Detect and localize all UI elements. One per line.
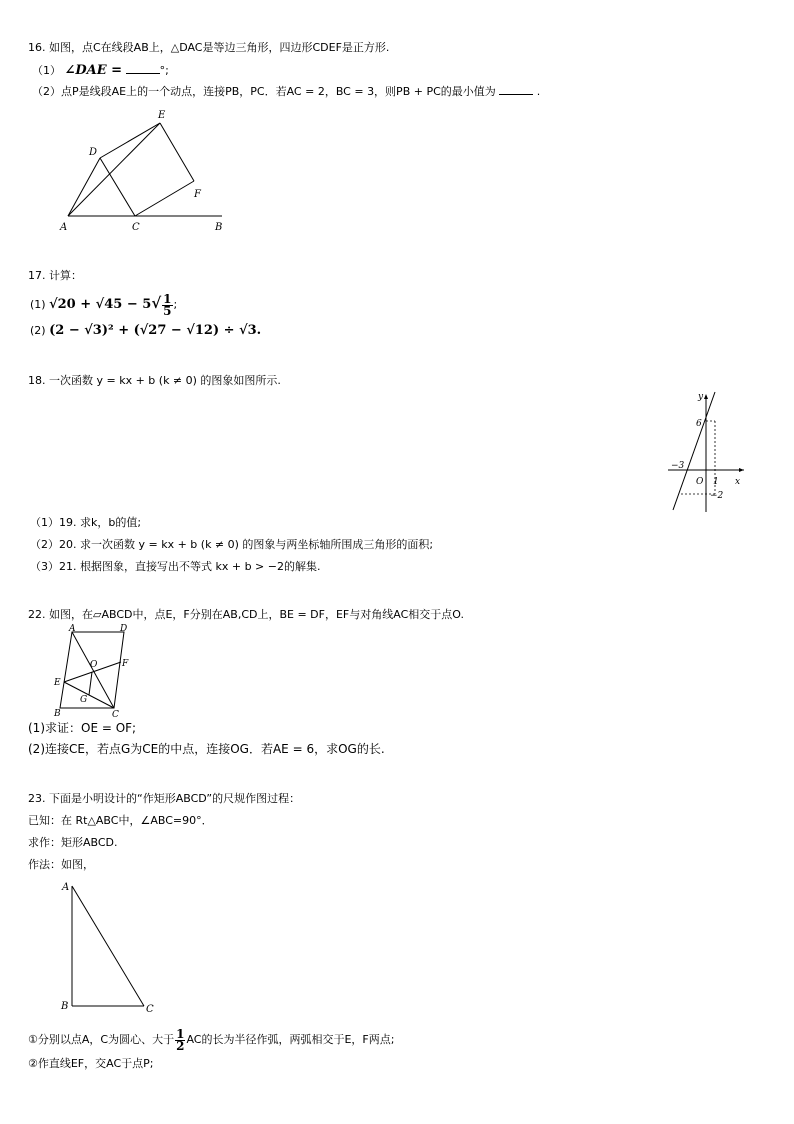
segment-fc: [135, 181, 194, 216]
label-b: B: [61, 1001, 69, 1012]
q17-part1: [30, 290, 177, 318]
q16-part2-blank[interactable]: [499, 83, 533, 95]
label-c: C: [112, 710, 119, 720]
segment-dc: [100, 158, 135, 216]
segment-ae: [68, 123, 160, 216]
q17-part2: [30, 323, 261, 339]
y-axis-arrow: [704, 394, 708, 399]
q17-p2-expr: (2 − √3)² + (√27 − √12) ÷ √3.: [49, 323, 262, 338]
label-c: C: [132, 222, 140, 233]
function-line: [673, 392, 715, 510]
q22-p1: (1)求证：OE = OF;: [28, 721, 137, 735]
q16-part2-end: .: [536, 85, 541, 98]
q16-part1-prefix: （1）: [32, 64, 61, 77]
label-e: E: [54, 678, 61, 688]
q16-answer-blank[interactable]: [126, 62, 160, 74]
label-c: C: [146, 1004, 154, 1015]
fraction-numerator: 1: [163, 291, 172, 306]
q23-ask: 求作：矩形ABCD.: [28, 836, 118, 849]
label-d: D: [89, 147, 98, 158]
q16-part1-expr: ∠DAE =: [64, 63, 123, 78]
q23-figure: [58, 878, 158, 1018]
tick-neg3: −3: [671, 461, 685, 471]
q23-step1-b: AC的长为半径作弧，两弧相交于E，F两点;: [186, 1033, 395, 1046]
q17-p1-fraction: [162, 291, 172, 318]
q18-stem: 18. 一次函数 y = kx + b (k ≠ 0) 的图象如图所示.: [28, 374, 281, 387]
fraction-denominator: 5: [163, 303, 172, 318]
x-axis-arrow: [739, 468, 744, 472]
label-a: A: [62, 882, 70, 893]
q18-sub2: （2）20. 求一次函数 y = kx + b (k ≠ 0) 的图象与两坐标轴所围成三角形的面积;: [30, 538, 434, 551]
sqrt-icon: √: [151, 294, 162, 312]
q16-part2-text: （2）点P是线段AE上的一个动点，连接PB，PC．若AC = 2，BC = 3，则PB + PC的最小值为: [32, 85, 496, 98]
segment-og: [89, 672, 92, 695]
label-g: G: [80, 695, 88, 705]
q18-sub1: （1）19. 求k，b的值;: [30, 516, 142, 529]
q17-p2-prefix: (2): [30, 324, 46, 337]
q16-part1-suffix: °;: [159, 64, 169, 77]
q17-stem: 17. 计算：: [28, 269, 82, 282]
fraction-denominator: 2: [176, 1038, 185, 1053]
q17-p1-prefix: (1): [30, 298, 46, 311]
q22-stem: 22. 如图，在▱ABCD中，点E，F分别在AB,CD上，BE = DF，EF与对角线AC相交于点O.: [28, 608, 464, 621]
q23-step2: ②作直线EF，交AC于点P;: [28, 1057, 154, 1070]
label-o: O: [90, 660, 98, 670]
label-e: E: [158, 110, 166, 121]
q16-part1: [32, 62, 169, 79]
tick-1: 1: [713, 477, 719, 487]
label-a: A: [60, 222, 68, 233]
q18-sub3: （3）21. 根据图象，直接写出不等式 kx + b > −2的解集.: [30, 560, 321, 573]
segment-ef: [160, 123, 194, 181]
segment-ad: [68, 158, 100, 216]
label-f: F: [122, 659, 129, 669]
label-f: F: [194, 189, 201, 200]
label-d: D: [120, 624, 128, 634]
q23-method: 作法：如图，: [28, 858, 94, 871]
tick-6: 6: [696, 419, 702, 429]
q23-step1: [28, 1028, 394, 1052]
label-b: B: [54, 709, 61, 719]
q16-stem: 16. 如图，点C在线段AB上，△DAC是等边三角形，四边形CDEF是正方形.: [28, 41, 390, 54]
q22-p2: (2)连接CE，若点G为CE的中点，连接OG．若AE = 6，求OG的长.: [28, 742, 385, 756]
label-b: B: [215, 222, 223, 233]
axis-label-x: x: [735, 477, 741, 487]
q23-step1-a: ①分别以点A，C为圆心、大于: [28, 1033, 175, 1046]
label-a: A: [69, 624, 76, 634]
q18-graph: [664, 388, 748, 516]
segment-ac: [72, 886, 144, 1006]
q17-p1-expr: √20 + √45 − 5: [49, 297, 152, 312]
q23-stem: 23. 下面是小明设计的“作矩形ABCD”的尺规作图过程：: [28, 792, 301, 805]
q16-part2: [32, 83, 540, 100]
q23-step1-fraction: [175, 1026, 185, 1053]
q22-figure: [52, 622, 140, 718]
origin-label: O: [696, 477, 704, 487]
q23-given: 已知：在 Rt△ABC中，∠ABC=90°．: [28, 814, 213, 827]
q17-p1-end: ;: [173, 298, 178, 311]
fraction-numerator: 1: [176, 1026, 185, 1041]
q16-figure: [60, 108, 230, 233]
axis-label-y: y: [698, 392, 704, 402]
tick-neg2: −2: [710, 491, 724, 501]
